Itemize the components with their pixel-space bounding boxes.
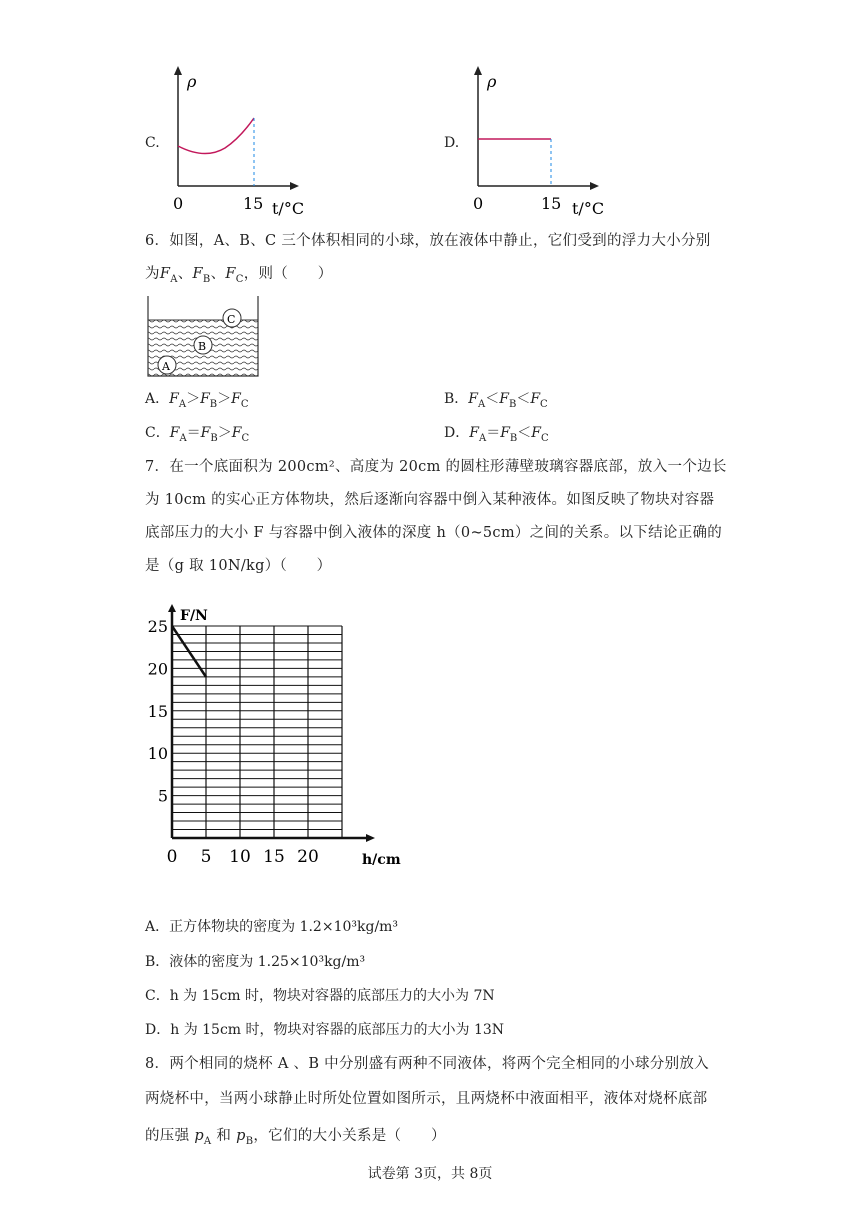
- svg-text:A: A: [162, 360, 170, 373]
- density-curve: [178, 118, 254, 154]
- q6-option-b[interactable]: B．$F_A<F_B<F_C$: [444, 391, 548, 410]
- graph-d-y-axis: ρ: [487, 72, 497, 91]
- page-footer: 试卷第 3页，共 8页: [367, 1166, 493, 1182]
- y-tick-label: 10: [147, 744, 168, 764]
- q6-line1: 6．如图，A、B、C 三个体积相同的小球，放在液体中静止，它们受到的浮力大小分别: [145, 233, 711, 249]
- q8-line3: 的压强 $p_A$ 和 $p_B$，它们的大小关系是（ ）: [145, 1128, 446, 1147]
- svg-text:C: C: [227, 313, 236, 326]
- q7-option-a[interactable]: A．正方体物块的密度为 1.2×10³kg/m³: [145, 919, 399, 935]
- q7-option-c[interactable]: C．h 为 15cm 时，物块对容器的底部压力的大小为 7N: [145, 988, 495, 1004]
- y-axis-arrow: [168, 604, 176, 612]
- graph-d: [465, 62, 610, 217]
- ball-a: [158, 356, 176, 374]
- x-axis-label: h/cm: [362, 852, 401, 868]
- q7-option-b[interactable]: B．液体的密度为 1.25×10³kg/m³: [145, 954, 366, 970]
- q6-line2: 为$F_A$、$F_B$、$F_C$，则（ ）: [145, 266, 333, 285]
- x-axis-arrow: [366, 834, 375, 842]
- graph-d-origin: 0: [473, 194, 484, 213]
- y-tick-label: 5: [157, 786, 168, 806]
- q7-option-d[interactable]: D．h 为 15cm 时，物块对容器的底部压力的大小为 13N: [145, 1022, 505, 1038]
- y-tick-label: 20: [147, 659, 168, 679]
- ball-c: [223, 309, 241, 327]
- q6-option-c[interactable]: C．$F_A=F_B>F_C$: [145, 425, 250, 444]
- graph-c-origin: 0: [173, 194, 184, 213]
- graph-c-tick: 15: [243, 194, 264, 213]
- option-c-label: C.: [145, 135, 160, 151]
- force-depth-chart: [147, 590, 401, 875]
- x-tick-label: 0: [166, 847, 178, 867]
- q6-option-a[interactable]: A．$F_A>F_B>F_C$: [145, 391, 249, 410]
- y-tick-label: 15: [147, 701, 168, 721]
- svg-text:B: B: [198, 340, 207, 353]
- y-tick-label: 25: [147, 617, 168, 636]
- graph-d-x-axis: t/°C: [572, 199, 605, 218]
- x-tick-label: 20: [297, 847, 319, 867]
- graph-d-tick: 15: [541, 194, 562, 213]
- option-d-label: D.: [444, 135, 460, 151]
- x-tick-label: 5: [200, 847, 212, 867]
- q7-line2: 为 10cm 的实心正方体物块，然后逐渐向容器中倒入某种液体。如图反映了物块对容器: [145, 492, 715, 508]
- q7-line1: 7．在一个底面积为 200cm²、高度为 20cm 的圆柱形薄壁玻璃容器底部，放入一个边长: [145, 459, 727, 475]
- ball-b: [194, 336, 212, 354]
- q6-option-d[interactable]: D．$F_A=F_B<F_C$: [444, 425, 549, 444]
- graph-c: [165, 62, 310, 217]
- q6-container-figure: [146, 294, 261, 380]
- q8-line2: 两烧杯中，当两小球静止时所处位置如图所示，且两烧杯中液面相平，液体对烧杯底部: [145, 1091, 708, 1107]
- x-tick-label: 15: [263, 847, 285, 867]
- q8-line1: 8．两个相同的烧杯 A 、B 中分别盛有两种不同液体，将两个完全相同的小球分别放入: [145, 1056, 709, 1072]
- y-axis-label: F/N: [180, 608, 208, 624]
- x-tick-label: 10: [229, 847, 251, 867]
- graph-c-y-axis: ρ: [187, 72, 197, 91]
- graph-c-x-axis: t/°C: [272, 199, 305, 218]
- q7-line3: 底部压力的大小 F 与容器中倒入液体的深度 h（0~5cm）之间的关系。以下结论正确的: [145, 525, 723, 541]
- q7-line4: 是（g 取 10N/kg）（ ）: [145, 558, 332, 574]
